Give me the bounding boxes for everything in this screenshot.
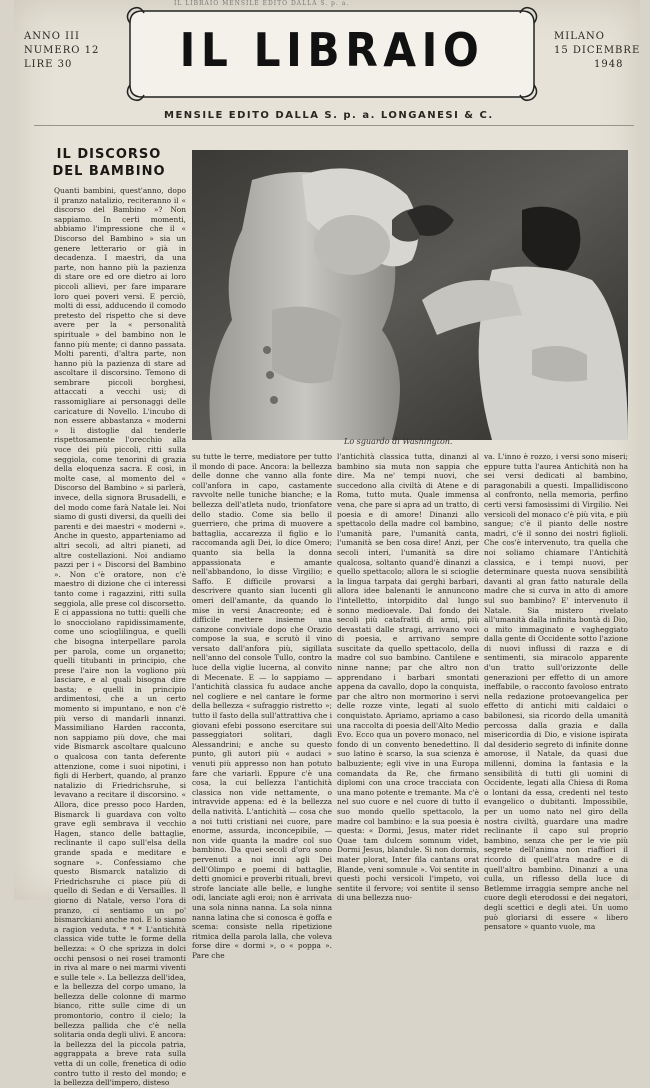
text-column-1 <box>54 186 187 1088</box>
article-title-line-2: DEL BAMBINO <box>52 164 166 179</box>
issue-price: LIRE 30 <box>24 59 73 70</box>
article-title <box>34 146 184 180</box>
article-photo <box>192 150 628 440</box>
city: MILANO <box>554 31 605 42</box>
newspaper-page <box>14 0 641 1088</box>
column-2-text: su tutte le terre, mediatore per tutto il mondo di pace. Ancora: la bellezza delle donne che vanno alla fonte coll'anfora in capo, castamente ravvolte nelle tuniche bianche; e la bellezza dell'atleta nudo, trionfatore dello stadio. Come sia bello il guerriero, che prima di muovere a battaglia, accarezza il figlio e lo raccomanda agli Dei, lo dice Omero; quanto sia bella la donna appassionata e amante nell'abbandono, lo disse Virgilio; e Saffo. E difficile provarsi a descrivere quanto sian lucenti gli omeri dell'amante, da quando lo mise in versi Anacreonte; ed è difficile mettere insieme una canzone conviviale dopo che Orazio compose la sua, e scrutò il vino versato dall'anfora più, sigillata nell'anno del console Tullo, contro la luce della viglie lucerna, al convito di Mecenate. E — lo sappiamo — l'antichità classica fu audace anche nel cogliere e nel cantare le forme della bellezza « sufraggio ristretto »; tutto il fasto della sull'attrattiva che i giovani efebi possono esercitare sui passeggiatori solitari, dagli Alessandrini; e anche su questo punto, gli autori più « audaci » venuti più appresso non han potuto fare che variarli. Eppure c'è una cosa, la cui bellezza l'antichità classica non vide nettamente, o intravvide appena: ed è la bellezza della natività. L'antichità — cosa che a noi tutti cristiani nei cuore, pare enorme, assurda, inconcepibile, — non vide quanta la madre col suo bambino. Da quei secoli d'oro sono pervenuti a noi inni agli Dei dell'Olimpo e poemi di battaglie, detti gnomici e proverbi rituali, brevi strofe lanciate alle belle, e lunghe odi, lanciate agli eroi; non è arrivata una sola ninna nanna. La sola ninna nanna latina che si conosca è goffa e scema: consiste nella ripetizione ritmica della parola lalla, che voleva forse dire « dormi », o « poppa ». Pare che <box>192 452 332 960</box>
masthead <box>122 5 542 103</box>
top-strip: IL LIBRAIO MENSILE EDITO DALLA S. p. a. <box>174 0 350 7</box>
masthead-title: IL LIBRAIO <box>179 23 485 77</box>
issue-date <box>554 30 644 72</box>
year: 1948 <box>594 59 624 70</box>
article-title-line-1: IL DISCORSO <box>56 147 162 162</box>
column-3-text: l'antichità classica tutta, dinanzi al bambino sia muta non sappia che dire. Ma ne' tempi nuovi, che succedono alla civiltà di Atene e di Roma, tutto muta. Quale immensa vena, che pare si apra ad un tratto, di poesia e di amore! Dinanzi allo spettacolo della madre col bambino, l'umanità pare, l'umanità canta, l'umanità se ben cosa dire! Anzi, per secoli interi, l'umanità sa dire qualcosa, soltanto quand'è dinanzi a quello spettacolo; allora le si scioglie la lingua tarpata dai gerghi barbari, allora idee balenanti le annuncono l'intelletto, intorpidito dal lungo sonno medioevale. Dal fondo dei secoli più catafratti di armi, più devastati dalle stragi, arrivano voci di poesia, e arrivano sempre suscitate da quello spettacolo, della madre col suo bambino. Cantilene e ninne nanne; par che altro non apprendano i barbari smontati appena da cavallo, dopo la conquista, par che altro non mormorino i servi delle rozze vinte, legati al suolo conquistato. Apriamo, apriamo a caso una raccolta di poesia dell'Alto Medio Evo. Ecco qua un povero monaco, nel fondo di un convento benedettino. Il suo latino è scarso, la sua scienza è balbuziente; egli vive in una Europa comandata da Re, che firmano diplomi con una croce tracciata con una mano potente e tremante. Ma c'è nel suo cuore e nel cuore di tutto il suo mondo quello spettacolo, la madre col bambino: e la sua poesia è questa: « Dormi, Jesus, mater ridet Quae tam dulcem somnum videt, Dormi Jesus, blandule. Si non dormis, mater plorat, Inter fila cantans orat Blande, veni somnule ». Voi sentite in questi pochi versicoli l'impeto, voi sentite il fervore; voi sentite il senso di una bellezza nuo- <box>337 452 479 903</box>
text-column-3 <box>337 452 479 903</box>
date: 15 DICEMBRE <box>554 45 641 56</box>
issue-number: NUMERO 12 <box>24 45 100 56</box>
text-column-4 <box>484 452 628 932</box>
issue-year: ANNO III <box>24 31 80 42</box>
issue-info <box>24 30 134 72</box>
photo-caption: Lo sguardo di Washington. <box>344 437 453 446</box>
photo-illustration <box>192 150 628 440</box>
publisher-line: MENSILE EDITO DALLA S. p. a. LONGANESI & C. <box>164 110 494 121</box>
text-column-2 <box>192 452 332 960</box>
column-4-text: va. L'inno è rozzo, i versi sono miseri; eppure tutta l'aurea Antichità non ha sei versi dedicati al bambino, paragonabili a questi. Impallidiscono al confronto, nella memoria, perfino certi versi famosissimi di Virgilio. Nei versicoli del monaco c'è più vita, e più sangue; c'è il pianto delle nostre madri, c'è il sonno dei nostri figlioli. Che cos'è intervenuto, tra quella che noi soliamo chiamare l'Antichità classica, e i tempi nuovi, per determinare questa nuova sensibilità davanti al gran fatto naturale della madre che si curva in atto di amore sul suo bambino? E' intervenuto il Natale. Sia mistero rivelato all'umanità dalla infinita bontà di Dio, o mito immaginato e vagheggiato dalla gente di Occidente sotto l'azione di nuovi influssi di razza e di sentimenti, sia miracolo apparente d'un tratto sull'orizzonte delle generazioni per effetto di un amore ineffabile, o racconto favoloso entrato nella redazione protoevangelica per effetto di antichi miti caldaici o babilonesi, sia ricordo della umanità percossa dalla grazia e dalla misericordia di Dio, e visione ispirata dal desiderio segreto di infinite donne amorose, il Natale, da quasi due millenni, domina la fantasia e la sensibilità di tutti gli uomini di Occidente, legati alla Chiesa di Roma o lontani da essa, credenti nel testo evangelico o dubitanti. Impossibile, per un uomo nato nel giro della nostra civiltà, guardare una madre reclinante il capo sul proprio bambino, senza che per le vie più segrete dell'anima non riaffiori il ricordo di quell'atra madre e di quell'altro bambino. Dinanzi a una culla, un riflesso della luce di Betlemme irraggia sempre anche nel cuore degli eterodossi e dei negatori, degli scettici e degli atei. Un uomo può gloriarsi di essere « libero pensatore » quanto vuole, ma <box>484 452 628 932</box>
column-1-text: Quanti bambini, quest'anno, dopo il pranzo natalizio, reciteranno il « discorso del Bambino »? Non sappiamo. In certi momenti, abbiamo l'impressione che il « Discorso del Bambino » sia un genere letterario or già in decadenza. I maestri, da una parte, non hanno più la pazienza di stare ore ed ore dietro ai loro piccoli allievi, per fare imparare loro quei poveri versi. E perciò, molti di essi, adducendo il comodo pretesto del rispetto che si deve avere per la « personalità spirituale » del bambino non le fanno più mente; ci danno passata. Molti parenti, d'altra parte, non hanno più la pazienza di stare ad ascoltare il discorsino. Temono di sembrare piccoli borghesi, attaccati a vecchi usi; di rassomigliare ai personaggi delle caricature di Novello. L'incubo di non essere abbastanza « moderni » li distoglie dal tenderle rispettosamente l'orecchio alla voce dei più piccoli, ritti sulla seggiola, come tenorini di grazia della eloquenza sacra. E così, in molte case, al momento del « Discorso del Bambino » si parlerà, invece, della signora Brusadelli, e del modo come farà Natale lei. Noi siamo di gusti diversi, da quelli dei parenti e dei maestri « moderni ». Anche in questo, apparteniamo ad altri secoli, ad altri pianeti, ad altre costellazioni. Noi andiamo pazzi per i « Discorsi del Bambino ». Non c'è oratore, non c'è maestro di dizione che ci interessi tanto come i ragazzini, ritti sulla seggiola, alle prese col discorsetto. E ci appassiona no tutti: quelli che lo snocciolano rapidissimamente, come uno scioglilingua, e quelli che bisogna interpellare parola per parola, come un organetto; quelli titubanti in principio, che prese l'aire non la vogliono più lasciare, e al quali bisogna dire basta; e quelli in principio ardimentosi, che a un certo momento si impuntano, e non c'è più verso di mandarli innanzi. Massimiliano Harden racconta, non sappiamo più dove, che mai vide Bismarck ascoltare qualcuno o qualcosa con tanta deferente attenzione, come i suoi nipotini, i figli di Herbert, quando, al pranzo natalizio di Friedrichsruhe, si levavano a recitare il discorsino. « Allora, dice presso poco Harden, Bismarck li guardava con volto grave egli sembrava il vecchio Hagen, stanco delle battaglie, reclinante il capo sull'elsa della grande spada e meditare e sognare ». Confessiamo che questo Bismarck natalizio di Friedrichsruhe ci piace più di quello di Sedan e di Versailles. Il giorno di Natale, verso l'ora di pranzo, ci sentiamo un po' bismarckiani anche noi. E lo siamo a ragion veduta. * * * L'antichità classica vide tutte le forme della bellezza: « O che sprizza in dolci occhi pensosi o nei rosei tramonti in riva al mare o nei marmi viventi e sulle tele ». La bellezza dell'idea, e la bellezza del corpo umano, la bellezza delle colonne di marmo bianco, ritte sulle cime di un promontorio, contro il cielo; la bellezza pallida che c'è nella solitaria onda degli ulivi. E ancora: la bellezza del la piccola patria, aggrappata a breve rata sulla vetta di un colle, frenetica di odio contro tutto il resto del mondo; e la bellezza dell'impero, disteso <box>54 186 187 1088</box>
divider <box>34 125 634 126</box>
